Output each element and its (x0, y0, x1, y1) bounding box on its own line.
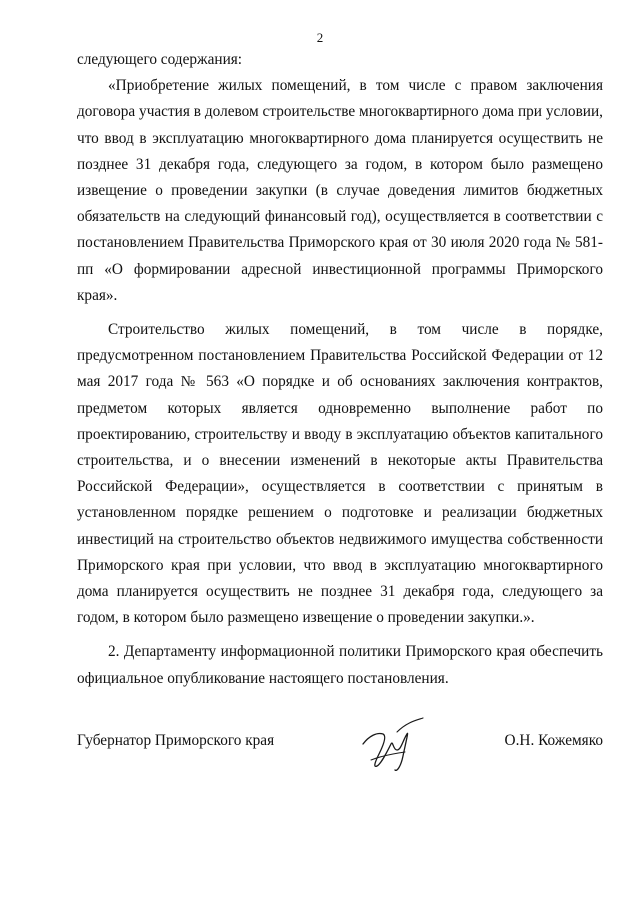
signer-name: О.Н. Кожемяко (504, 732, 603, 749)
intro-line: следующего содержания: (77, 51, 243, 68)
handwritten-signature (357, 716, 427, 774)
paragraph-construction: Строительство жилых помещений, в том числе в порядке, предусмотренном постановлением Правительства Российской Федерации от 12 мая 2017 года № 563 «О порядке и об основаниях заключения контрактов, предметом которых является одновременно выполнение работ по проектированию, строительству и вводу в эксплуатацию объектов капитального строительства, и о внесении изменений в некоторые акты Правительства Российской Федерации», осуществляется в соответствии с принятым в установленном порядке решением о подготовке и реализации бюджетных инвестиций на строительство объектов недвижимого имущества собственности Приморского края при условии, что ввод в эксплуатацию многоквартирного дома планируется осуществить не позднее 31 декабря года, следующего за годом, в котором было размещено извещение о проведении закупки.». (77, 321, 603, 627)
document-body (77, 47, 603, 692)
signature-block (77, 716, 603, 776)
paragraph-publication: 2. Департаменту информационной политики Приморского края обеспечить официальное опубликование настоящего постановления. (77, 643, 603, 687)
page-number: 2 (316, 30, 324, 45)
paragraph-acquisition: «Приобретение жилых помещений, в том числе с правом заключения договора участия в долевом строительстве многоквартирного дома при условии, что ввод в эксплуатацию многоквартирного дома планируется осуществить не позднее 31 декабря года, следующего за годом, в котором было размещено извещение о проведении закупки (в случае доведения лимитов бюджетных обязательств на следующий финансовый год), осуществляется в соответствии с постановлением Правительства Приморского края от 30 июля 2020 года № 581-пп «О формировании адресной инвестиционной программы Приморского края». (77, 77, 603, 304)
signer-title: Губернатор Приморского края (77, 732, 275, 749)
